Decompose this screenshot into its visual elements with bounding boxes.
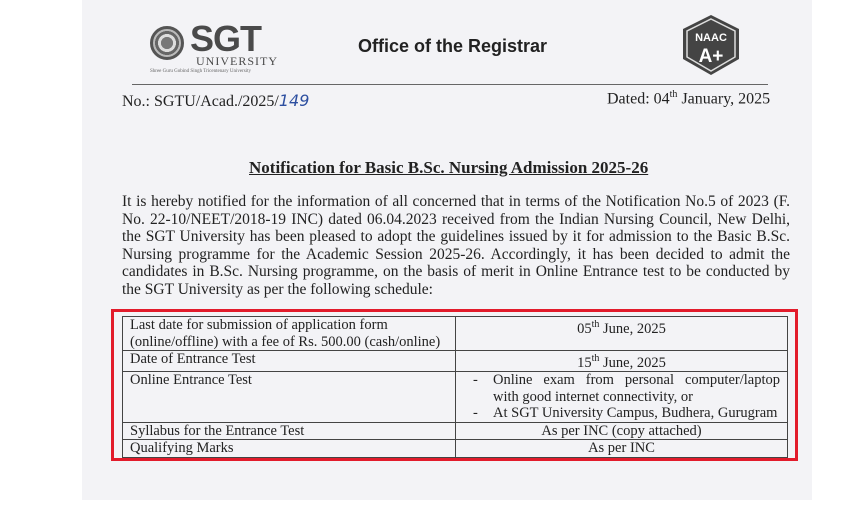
schedule-label: Syllabus for the Entrance Test: [123, 422, 456, 440]
reference-number-handwritten: 149: [278, 91, 310, 110]
university-seal-icon: [150, 26, 184, 60]
schedule-label: Date of Entrance Test: [123, 351, 456, 372]
schedule-label: Online Entrance Test: [123, 372, 456, 423]
naac-badge-grade: A+: [698, 46, 724, 67]
university-logo-sub: UNIVERSITY: [196, 54, 278, 68]
date-rest: January, 2025: [677, 90, 771, 108]
date-suffix: th: [669, 89, 678, 100]
university-logo-name: SGT: [190, 18, 262, 59]
schedule-value: 15th June, 2025: [456, 351, 788, 372]
date-label: Dated: 04: [607, 90, 670, 108]
document-date: [607, 89, 770, 108]
header-divider: [132, 84, 768, 85]
schedule-value: As per INC: [456, 440, 788, 458]
schedule-label: Last date for submission of application form (online/offline) with a fee of Rs. 500.00 (cash/online): [123, 317, 456, 351]
schedule-label: Qualifying Marks: [123, 440, 456, 458]
reference-number: [122, 91, 309, 111]
list-item: - Online exam from personal computer/laptop with good internet connectivity, or: [463, 372, 780, 405]
university-logo-tagline: Shree Guru Gobind Singh Tricentenary University: [150, 69, 251, 74]
naac-badge-icon: [680, 14, 742, 76]
list-item: - At SGT University Campus, Budhera, Gurugram: [463, 405, 780, 422]
office-heading: Office of the Registrar: [358, 36, 548, 56]
notification-body: It is hereby notified for the information of all concerned that in terms of the Notification No.5 of 2023 (F. No. 22-10/NEET/2018-19 INC) dated 06.04.2023 received from the Indian Nursing Council, New Delhi, the SGT University has been pleased to adopt the guidelines issued by it for admission to the Basic B.Sc. Nursing programme for the Academic Session 2025-26. Accordingly, it has been decided to admit the candidates in B.Sc. Nursing programme, on the basis of merit in Online Entrance test to be conducted by the SGT University as per the following schedule:: [122, 193, 790, 298]
schedule-value: 05th June, 2025: [456, 317, 788, 351]
reference-number-printed: No.: SGTU/Acad./2025/: [122, 93, 279, 110]
schedule-value: As per INC (copy attached): [456, 422, 788, 440]
naac-badge-text: NAAC: [695, 32, 727, 44]
notification-title: Notification for Basic B.Sc. Nursing Admission 2025-26: [249, 158, 649, 177]
highlight-box: [111, 309, 798, 461]
